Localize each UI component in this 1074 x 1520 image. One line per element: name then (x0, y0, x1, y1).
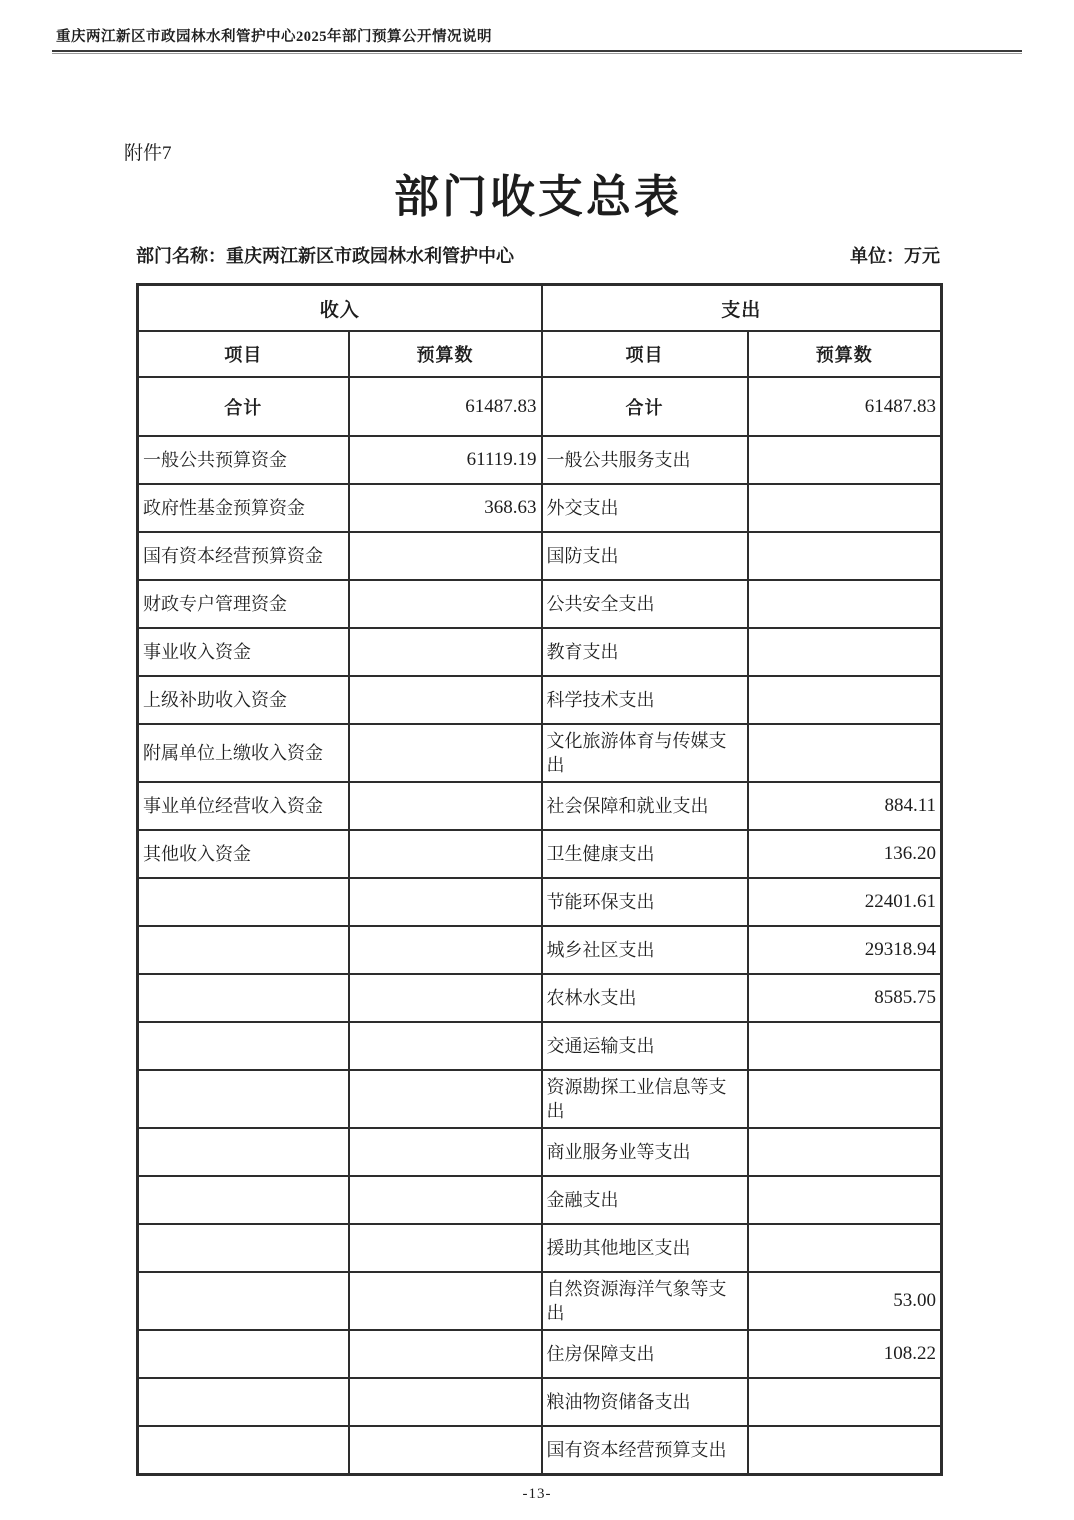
expense-value-cell: 29318.94 (748, 926, 942, 974)
table-row (138, 1176, 942, 1224)
table-row (138, 1330, 942, 1378)
expense-value-cell (748, 1022, 942, 1070)
income-item-cell: 一般公共预算资金 (138, 436, 349, 484)
income-item-cell: 财政专户管理资金 (138, 580, 349, 628)
table-row (138, 1224, 942, 1272)
group-header-row (138, 285, 942, 332)
table-row (138, 1070, 942, 1128)
expense-value-cell (748, 484, 942, 532)
expense-value-cell (748, 724, 942, 782)
income-total-value-cell: 61487.83 (349, 377, 542, 436)
expense-item-cell: 节能环保支出 (542, 878, 748, 926)
income-item-cell: 国有资本经营预算资金 (138, 532, 349, 580)
expense-value-cell (748, 676, 942, 724)
income-value-cell (349, 1176, 542, 1224)
income-value-cell (349, 1070, 542, 1128)
table-row (138, 878, 942, 926)
expense-value-cell (748, 1224, 942, 1272)
page-number: -13- (522, 1486, 552, 1502)
expense-item-cell: 外交支出 (542, 484, 748, 532)
expense-item-cell: 援助其他地区支出 (542, 1224, 748, 1272)
expense-value-cell (748, 580, 942, 628)
income-value-cell (349, 1378, 542, 1426)
expense-value-cell (748, 436, 942, 484)
table-row (138, 1272, 942, 1330)
income-value-cell (349, 1330, 542, 1378)
expense-item-cell: 交通运输支出 (542, 1022, 748, 1070)
page-footer (0, 1486, 1074, 1503)
expense-value-cell (748, 532, 942, 580)
column-header-row (138, 331, 942, 377)
expense-value-cell: 136.20 (748, 830, 942, 878)
income-item-cell (138, 1426, 349, 1474)
income-item-cell (138, 1330, 349, 1378)
income-value-cell (349, 878, 542, 926)
income-value-cell (349, 974, 542, 1022)
department-name-label: 部门名称：重庆两江新区市政园林水利管护中心 (136, 246, 514, 266)
total-row (138, 377, 942, 436)
expense-item-cell: 科学技术支出 (542, 676, 748, 724)
table-row (138, 724, 942, 782)
document-title: 部门收支总表 (393, 172, 682, 222)
income-value-cell (349, 830, 542, 878)
table-row (138, 830, 942, 878)
table-row (138, 926, 942, 974)
expense-item-column-header: 项目 (542, 331, 748, 377)
expense-item-cell: 粮油物资储备支出 (542, 1378, 748, 1426)
table-row (138, 1022, 942, 1070)
table-row (138, 782, 942, 830)
table-row (138, 532, 942, 580)
expense-total-label-cell: 合计 (542, 377, 748, 436)
expense-item-cell: 一般公共服务支出 (542, 436, 748, 484)
income-value-cell (349, 724, 542, 782)
expense-value-cell (748, 1070, 942, 1128)
expense-item-cell: 城乡社区支出 (542, 926, 748, 974)
expense-value-cell (748, 1176, 942, 1224)
expense-group-header: 支出 (542, 285, 942, 332)
income-item-cell: 其他收入资金 (138, 830, 349, 878)
table-row (138, 436, 942, 484)
expense-item-cell: 住房保障支出 (542, 1330, 748, 1378)
income-value-cell (349, 1426, 542, 1474)
income-value-cell (349, 1224, 542, 1272)
income-total-label-cell: 合计 (138, 377, 349, 436)
income-item-cell (138, 878, 349, 926)
income-value-cell (349, 1128, 542, 1176)
budget-table-body (138, 377, 942, 1474)
table-row (138, 974, 942, 1022)
income-value-cell (349, 676, 542, 724)
header-rule (52, 50, 1022, 54)
unit-label: 单位：万元 (850, 246, 940, 266)
income-value-cell (349, 1272, 542, 1330)
expense-item-cell: 卫生健康支出 (542, 830, 748, 878)
income-value-cell (349, 628, 542, 676)
income-value-cell (349, 532, 542, 580)
expense-value-cell: 53.00 (748, 1272, 942, 1330)
expense-item-cell: 教育支出 (542, 628, 748, 676)
income-item-cell (138, 1128, 349, 1176)
expense-item-cell: 商业服务业等支出 (542, 1128, 748, 1176)
table-row (138, 484, 942, 532)
expense-value-cell: 22401.61 (748, 878, 942, 926)
table-row (138, 1426, 942, 1474)
attachment-label: 附件7 (124, 143, 172, 164)
expense-item-cell: 自然资源海洋气象等支出 (542, 1272, 748, 1330)
expense-item-cell: 资源勘探工业信息等支出 (542, 1070, 748, 1128)
income-item-cell (138, 926, 349, 974)
expense-item-cell: 公共安全支出 (542, 580, 748, 628)
expense-value-cell (748, 628, 942, 676)
income-value-cell (349, 926, 542, 974)
expense-value-cell (748, 1128, 942, 1176)
table-row (138, 1378, 942, 1426)
income-group-header: 收入 (138, 285, 542, 332)
table-row (138, 628, 942, 676)
running-header-text: 重庆两江新区市政园林水利管护中心2025年部门预算公开情况说明 (56, 29, 492, 45)
income-item-column-header: 项目 (138, 331, 349, 377)
expense-item-cell: 社会保障和就业支出 (542, 782, 748, 830)
income-item-cell (138, 974, 349, 1022)
income-value-cell: 368.63 (349, 484, 542, 532)
meta-row (136, 242, 940, 268)
table-row (138, 1128, 942, 1176)
income-item-cell (138, 1224, 349, 1272)
income-value-cell (349, 580, 542, 628)
expense-value-cell: 108.22 (748, 1330, 942, 1378)
income-item-cell: 事业单位经营收入资金 (138, 782, 349, 830)
income-item-cell (138, 1022, 349, 1070)
table-row (138, 676, 942, 724)
budget-table (136, 283, 943, 1476)
income-item-cell: 事业收入资金 (138, 628, 349, 676)
expense-value-cell (748, 1426, 942, 1474)
table-row (138, 580, 942, 628)
expense-item-cell: 农林水支出 (542, 974, 748, 1022)
expense-total-value-cell: 61487.83 (748, 377, 942, 436)
expense-value-cell: 884.11 (748, 782, 942, 830)
expense-budget-column-header: 预算数 (748, 331, 942, 377)
expense-item-cell: 国防支出 (542, 532, 748, 580)
income-item-cell (138, 1272, 349, 1330)
income-item-cell (138, 1176, 349, 1224)
expense-value-cell (748, 1378, 942, 1426)
income-item-cell (138, 1070, 349, 1128)
income-item-cell: 政府性基金预算资金 (138, 484, 349, 532)
income-item-cell: 附属单位上缴收入资金 (138, 724, 349, 782)
expense-value-cell: 8585.75 (748, 974, 942, 1022)
income-value-cell: 61119.19 (349, 436, 542, 484)
income-value-cell (349, 782, 542, 830)
income-budget-column-header: 预算数 (349, 331, 542, 377)
expense-item-cell: 文化旅游体育与传媒支出 (542, 724, 748, 782)
income-item-cell (138, 1378, 349, 1426)
expense-item-cell: 金融支出 (542, 1176, 748, 1224)
income-item-cell: 上级补助收入资金 (138, 676, 349, 724)
expense-item-cell: 国有资本经营预算支出 (542, 1426, 748, 1474)
income-value-cell (349, 1022, 542, 1070)
